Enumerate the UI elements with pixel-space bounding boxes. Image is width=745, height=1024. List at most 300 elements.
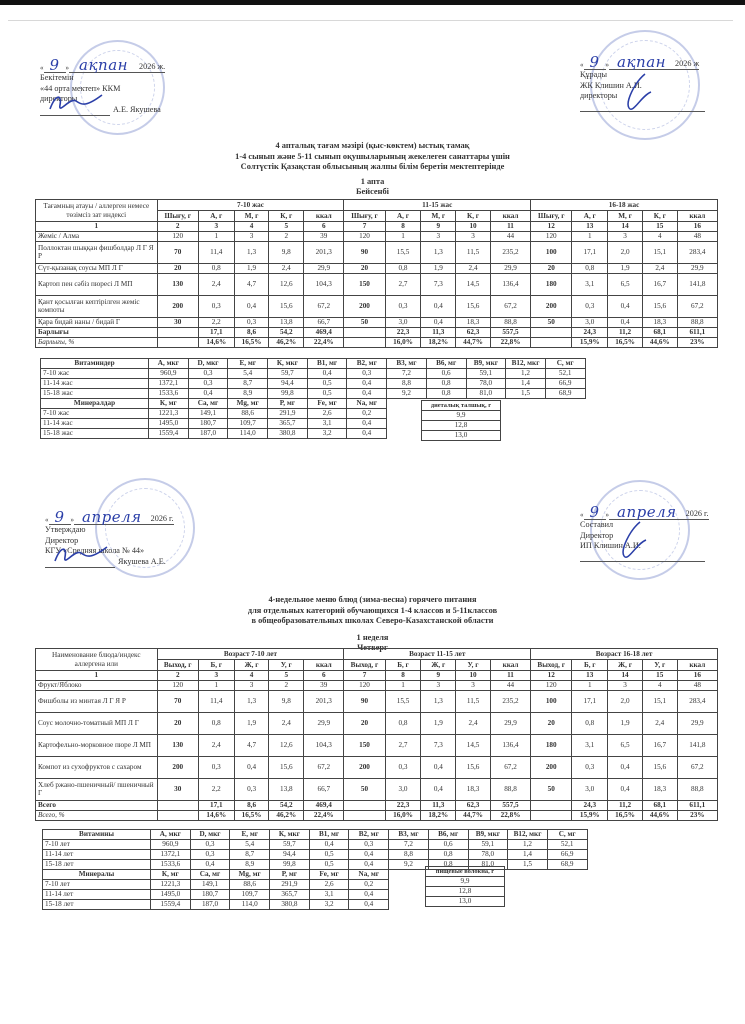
age-group-header: Возраст 16-18 лет [531, 649, 718, 660]
vitamin-value: 960,9 [151, 840, 191, 850]
mineral-value: 88,6 [230, 880, 270, 890]
cell-value: 0,8 [572, 712, 608, 734]
table-row [36, 680, 718, 690]
dish-name: Қант қосылған кептірілген жеміс компоты [36, 295, 158, 317]
cell-value: 67,2 [304, 756, 344, 778]
page-edge-line [8, 20, 733, 21]
mineral-value: 187,0 [188, 429, 228, 439]
column-header: К, г [642, 211, 677, 222]
approval-block-right-ru [580, 505, 709, 562]
approval-line: «44 орта мектеп» ККМ [40, 83, 121, 93]
empty-cell [389, 890, 429, 900]
cell-value: 14,5 [456, 273, 491, 295]
mineral-value: 3,2 [307, 429, 347, 439]
mineral-value: 1559,4 [151, 900, 191, 910]
cell-value: 104,3 [304, 273, 344, 295]
fiber-row [426, 877, 505, 887]
empty-cell [545, 399, 585, 409]
column-number: 5 [269, 671, 304, 681]
cell-value: 15,6 [456, 295, 491, 317]
cell-value: 1,9 [234, 712, 269, 734]
approval-date: « 9 » апреля 2026 г. [45, 508, 174, 526]
approval-date: « 9 » ақпан 2026 ж. [40, 56, 166, 74]
column-number: 10 [456, 671, 491, 681]
cell-value: 136,4 [490, 273, 530, 295]
total-value [531, 810, 572, 820]
column-header: Б, г [572, 660, 608, 671]
column-header: У, г [456, 660, 491, 671]
column-header: Выход, г [157, 660, 198, 671]
handwritten-day: 9 [49, 510, 71, 525]
vitamin-column-header: С, мг [547, 830, 587, 840]
total-value: 611,1 [677, 327, 717, 337]
vitamin-column-header: D, мкг [190, 830, 230, 840]
column-header: ккал [304, 211, 344, 222]
fiber-value: 13,0 [426, 897, 505, 907]
vitamin-value: 0,4 [347, 389, 387, 399]
column-number: 4 [234, 671, 269, 681]
cell-value: 1,3 [421, 241, 456, 263]
cell-value: 15,6 [269, 295, 304, 317]
vitamin-column-header: В1, мг [307, 359, 347, 369]
mineral-row [41, 429, 586, 439]
total-value [344, 810, 385, 820]
age-group-header: 11-15 жас [344, 200, 531, 211]
vitamin-column-header: К, мкг [270, 830, 310, 840]
cell-value: 3,1 [572, 273, 608, 295]
signature-line [580, 552, 705, 562]
age-label: 11-14 лет [43, 890, 151, 900]
signature [40, 105, 110, 116]
cell-value: 3,0 [385, 317, 421, 327]
column-number: 4 [234, 222, 269, 232]
cell-value: 0,8 [385, 263, 421, 273]
cell-value: 11,5 [456, 690, 491, 712]
cell-value: 11,4 [198, 241, 234, 263]
cell-value: 4 [642, 231, 677, 241]
total-value [531, 327, 572, 337]
total-value: 8,6 [234, 327, 269, 337]
column-header: М, г [608, 211, 643, 222]
approval-line: ИП Клишин А.И. [580, 541, 641, 550]
day-label: Четверг [357, 643, 388, 652]
mineral-value: 0,4 [347, 429, 387, 439]
age-label: 15-18 жас [41, 389, 149, 399]
vitamin-value: 7,2 [387, 369, 427, 379]
mineral-column-header: К, мг [149, 399, 189, 409]
cell-value: 9,8 [269, 241, 304, 263]
cell-value: 14,5 [456, 734, 491, 756]
cell-value: 2,4 [269, 263, 304, 273]
vitamin-value: 0,4 [188, 389, 228, 399]
cell-value: 0,3 [234, 778, 269, 800]
cell-value: 90 [344, 690, 385, 712]
vitamin-value: 9,2 [389, 860, 429, 870]
cell-value: 0,4 [421, 295, 456, 317]
dish-name: Фрукт/Яблоко [36, 680, 158, 690]
vitamin-value: 5,4 [230, 840, 270, 850]
total-value: 22,4% [304, 810, 344, 820]
cell-value: 15,5 [385, 241, 421, 263]
age-label: 11-14 жас [41, 419, 149, 429]
title-line: 4-недельное меню блюд (зима-весна) горячего питания [268, 595, 477, 604]
vitamin-value: 0,4 [349, 860, 389, 870]
vitamin-value: 0,3 [190, 840, 230, 850]
vitamin-value: 5,4 [228, 369, 268, 379]
total-value: 17,1 [198, 800, 234, 810]
cell-value: 29,9 [677, 712, 717, 734]
cell-value: 15,6 [642, 756, 677, 778]
vitamin-value: 52,1 [547, 840, 587, 850]
cell-value: 0,4 [608, 295, 643, 317]
approval-line: Утверждаю [45, 525, 86, 534]
cell-value: 1,9 [234, 263, 269, 273]
age-label: 7-10 лет [43, 840, 151, 850]
cell-value: 100 [531, 241, 572, 263]
mineral-row [43, 880, 588, 890]
column-header: Выход, г [531, 660, 572, 671]
cell-value: 67,2 [304, 295, 344, 317]
mineral-value: 0,4 [347, 419, 387, 429]
approval-line: Директор [580, 530, 614, 540]
age-label: 15-18 лет [43, 860, 151, 870]
cell-value: 120 [157, 231, 198, 241]
empty-cell [545, 419, 585, 429]
column-number: 7 [344, 222, 385, 232]
vitamin-value: 0,3 [188, 379, 228, 389]
vitamin-value: 0,8 [426, 389, 466, 399]
vitamins-minerals-table-kz [40, 358, 586, 439]
total-value: 22,8% [490, 337, 530, 347]
cell-value: 136,4 [490, 734, 530, 756]
vitamin-value: 59,7 [270, 840, 310, 850]
vitamin-column-header: В3, мг [389, 830, 429, 840]
cell-value: 150 [344, 734, 385, 756]
total-value: 14,6% [198, 337, 234, 347]
total-value: 557,5 [490, 327, 530, 337]
total-value: 18,2% [421, 810, 456, 820]
column-number: 12 [531, 222, 572, 232]
cell-value: 0,4 [421, 756, 456, 778]
cell-value: 11,4 [198, 690, 234, 712]
empty-cell [545, 409, 585, 419]
total-value [344, 337, 385, 347]
vitamin-value: 66,9 [547, 850, 587, 860]
cell-value: 67,2 [677, 295, 717, 317]
cell-value: 3 [421, 231, 456, 241]
column-number: 9 [421, 671, 456, 681]
column-header: А, г [198, 211, 234, 222]
document-title-ru [0, 595, 745, 654]
document-title-kz [0, 141, 745, 198]
vitamin-value: 8,9 [230, 860, 270, 870]
signature-line [580, 102, 705, 112]
cell-value: 235,2 [490, 241, 530, 263]
fiber-table-kz [421, 400, 501, 441]
column-number: 8 [385, 222, 421, 232]
total-value: 22,3 [385, 327, 421, 337]
vitamin-column-header: В6, мг [428, 830, 468, 840]
cell-value: 20 [344, 712, 385, 734]
cell-value: 4,7 [234, 734, 269, 756]
age-label: 15-18 жас [41, 429, 149, 439]
vitamin-value: 0,3 [190, 850, 230, 860]
vitamin-value: 94,4 [270, 850, 310, 860]
cell-value: 50 [531, 778, 572, 800]
total-value: 17,1 [198, 327, 234, 337]
cell-value: 88,8 [677, 317, 717, 327]
cell-value: 20 [531, 712, 572, 734]
cell-value: 1,9 [608, 712, 643, 734]
empty-cell [508, 870, 548, 880]
column-header: У, г [269, 660, 304, 671]
column-header: ккал [677, 660, 717, 671]
mineral-value: 88,6 [228, 409, 268, 419]
signature [45, 557, 115, 568]
total-value: 11,3 [421, 327, 456, 337]
cell-value: 3 [234, 680, 269, 690]
cell-value: 3 [456, 680, 491, 690]
fiber-row [422, 411, 501, 421]
mineral-column-header: Fe, мг [307, 399, 347, 409]
total-value: 469,4 [304, 800, 344, 810]
mineral-row [41, 419, 586, 429]
handwritten-month: апреля [609, 505, 685, 520]
vitamin-value: 1,5 [506, 389, 546, 399]
column-header: Шығу, г [157, 211, 198, 222]
fiber-value: 12,8 [426, 887, 505, 897]
total-value: 44,6% [642, 337, 677, 347]
column-header: Б, г [385, 660, 421, 671]
mineral-value: 3,2 [309, 900, 349, 910]
approval-date: « 9 » ақпан 2026 ж [580, 53, 700, 71]
age-label: 7-10 жас [41, 369, 149, 379]
vitamin-value: 8,7 [230, 850, 270, 860]
cell-value: 0,4 [608, 317, 643, 327]
total-value: 11,3 [421, 800, 456, 810]
column-header: У, г [642, 660, 677, 671]
approval-line: Құрады [580, 70, 607, 79]
dish-name-header: Тағамның атауы / аллерген немесе төзімсіз зат индексі [36, 200, 158, 222]
total-value [531, 800, 572, 810]
mineral-value: 2,6 [309, 880, 349, 890]
cell-value: 15,6 [642, 295, 677, 317]
mineral-column-header: Са, мг [190, 870, 230, 880]
cell-value: 0,3 [234, 317, 269, 327]
mineral-value: 291,9 [268, 409, 308, 419]
total-value: 16,5% [234, 337, 269, 347]
cell-value: 200 [531, 295, 572, 317]
total-value: 15,9% [572, 337, 608, 347]
mineral-value: 0,2 [347, 409, 387, 419]
mineral-value: 365,7 [270, 890, 310, 900]
total-label: Всего, % [36, 810, 158, 820]
cell-value: 141,8 [677, 734, 717, 756]
cell-value: 104,3 [304, 734, 344, 756]
vitamin-column-header: D, мкг [188, 359, 228, 369]
vitamin-value: 0,3 [188, 369, 228, 379]
vitamin-value: 1372,1 [151, 850, 191, 860]
approval-date: « 9 » апреля 2026 г. [580, 503, 709, 521]
cell-value: 20 [344, 263, 385, 273]
total-value: 11,2 [608, 327, 643, 337]
week-label: 1 неделя [356, 632, 389, 642]
mineral-value: 109,7 [230, 890, 270, 900]
cell-value: 1,3 [234, 690, 269, 712]
cell-value: 2,7 [385, 273, 421, 295]
empty-cell [547, 870, 587, 880]
dish-name: Соус молочно-томатный МП Л Г [36, 712, 158, 734]
dish-name: Компот из сухофруктов с сахаром [36, 756, 158, 778]
age-group-header: 16-18 жас [531, 200, 718, 211]
cell-value: 29,9 [490, 263, 530, 273]
mineral-column-header: Na, мг [347, 399, 387, 409]
mineral-column-header: Mg, мг [228, 399, 268, 409]
mineral-row [41, 409, 586, 419]
menu-table-kz [35, 199, 718, 348]
mineral-column-header: К, мг [151, 870, 191, 880]
table-row [36, 778, 718, 800]
dish-name: Поллоктан шыққан фишболдар Л Г Я Р [36, 241, 158, 263]
vitamin-value: 1533,6 [149, 389, 189, 399]
empty-cell [389, 870, 429, 880]
age-group-header: 7-10 жас [157, 200, 344, 211]
vitamin-value: 59,7 [268, 369, 308, 379]
column-number: 11 [490, 222, 530, 232]
column-header: Шығу, г [531, 211, 572, 222]
approval-line: Директор [45, 535, 79, 545]
vitamin-row [43, 850, 588, 860]
vitamin-value: 0,3 [349, 840, 389, 850]
cell-value: 200 [531, 756, 572, 778]
vitamin-value: 8,8 [389, 850, 429, 860]
vitamin-value: 52,1 [545, 369, 585, 379]
vitamin-value: 0,8 [426, 379, 466, 389]
column-number: 15 [642, 222, 677, 232]
column-number: 11 [490, 671, 530, 681]
vitamin-value: 68,9 [547, 860, 587, 870]
empty-cell [506, 409, 546, 419]
vitamin-column-header: Е, мг [228, 359, 268, 369]
dish-name: Фишболы из минтая Л Г Я Р [36, 690, 158, 712]
vitamin-value: 94,4 [268, 379, 308, 389]
table-row [36, 690, 718, 712]
cell-value: 4,7 [234, 273, 269, 295]
column-header: Б, г [198, 660, 234, 671]
cell-value: 18,3 [642, 317, 677, 327]
cell-value: 2,4 [198, 734, 234, 756]
cell-value: 29,9 [304, 712, 344, 734]
vitamin-row [41, 389, 586, 399]
cell-value: 2,0 [608, 241, 643, 263]
column-header: Шығу, г [344, 211, 385, 222]
cell-value: 50 [344, 778, 385, 800]
cell-value: 120 [344, 680, 385, 690]
cell-value: 1,3 [421, 690, 456, 712]
vitamin-value: 1,2 [508, 840, 548, 850]
vitamin-value: 0,5 [307, 389, 347, 399]
scan-top-band [0, 0, 745, 5]
cell-value: 48 [677, 231, 717, 241]
vitamin-value: 68,9 [545, 389, 585, 399]
vitamin-value: 81,0 [466, 389, 506, 399]
fiber-table-ru [425, 866, 505, 907]
vitamin-column-header: С, мг [545, 359, 585, 369]
dish-name: Қара бидай наны / бидай Г [36, 317, 158, 327]
vitamin-column-header: В2, мг [349, 830, 389, 840]
mineral-value: 0,2 [349, 880, 389, 890]
age-label: 15-18 лет [43, 900, 151, 910]
total-value: 22,8% [490, 810, 530, 820]
cell-value: 16,7 [642, 734, 677, 756]
approval-year: 2026 г. [150, 514, 174, 526]
title-line: Солтүстік Қазақстан облысының жалпы білім беретін мектептерінде [240, 162, 505, 171]
vitamin-value: 59,1 [466, 369, 506, 379]
week-label: 1 апта [360, 176, 385, 186]
header-row [36, 649, 718, 660]
mineral-value: 1221,3 [149, 409, 189, 419]
menu-table-ru [35, 648, 718, 821]
total-label: Всего [36, 800, 158, 810]
cell-value: 3,0 [572, 317, 608, 327]
cell-value: 1,9 [421, 263, 456, 273]
empty-cell [506, 429, 546, 439]
cell-value: 20 [157, 712, 198, 734]
vitamin-value: 0,3 [347, 369, 387, 379]
total-value: 22,4% [304, 337, 344, 347]
fiber-value: 12,8 [422, 421, 501, 431]
cell-value: 0,3 [198, 756, 234, 778]
table-row [36, 241, 718, 263]
age-label: 11-14 жас [41, 379, 149, 389]
mineral-column-header: Р, мг [268, 399, 308, 409]
fiber-row [422, 431, 501, 441]
vitamins-header-row [43, 830, 588, 840]
total-value: 23% [677, 810, 717, 820]
column-header: К, г [269, 211, 304, 222]
column-header: К, г [456, 211, 491, 222]
cell-value: 50 [344, 317, 385, 327]
cell-value: 0,8 [572, 263, 608, 273]
column-header: А, г [572, 211, 608, 222]
cell-value: 15,6 [269, 756, 304, 778]
cell-value: 3 [421, 680, 456, 690]
cell-value: 0,4 [234, 756, 269, 778]
approval-block-left-kz [40, 58, 165, 116]
approval-line: Составил [580, 520, 614, 529]
mineral-value: 1559,4 [149, 429, 189, 439]
cell-value: 2,2 [198, 317, 234, 327]
cell-value: 3,0 [385, 778, 421, 800]
cell-value: 100 [531, 690, 572, 712]
column-number: 8 [385, 671, 421, 681]
table-row [36, 295, 718, 317]
vitamin-value: 0,4 [349, 850, 389, 860]
cell-value: 2,7 [385, 734, 421, 756]
vitamin-value: 0,5 [309, 850, 349, 860]
dish-name-header: Наименование блюда/индекс аллергена или [36, 649, 158, 671]
handwritten-month: ақпан [609, 55, 674, 70]
cell-value: 1 [198, 231, 234, 241]
total-value: 16,0% [385, 810, 421, 820]
fiber-header-row [426, 867, 505, 877]
cell-value: 67,2 [490, 756, 530, 778]
cell-value: 1 [198, 680, 234, 690]
minerals-header-row [41, 399, 586, 409]
cell-value: 17,1 [572, 241, 608, 263]
empty-cell [506, 399, 546, 409]
cell-value: 200 [344, 295, 385, 317]
